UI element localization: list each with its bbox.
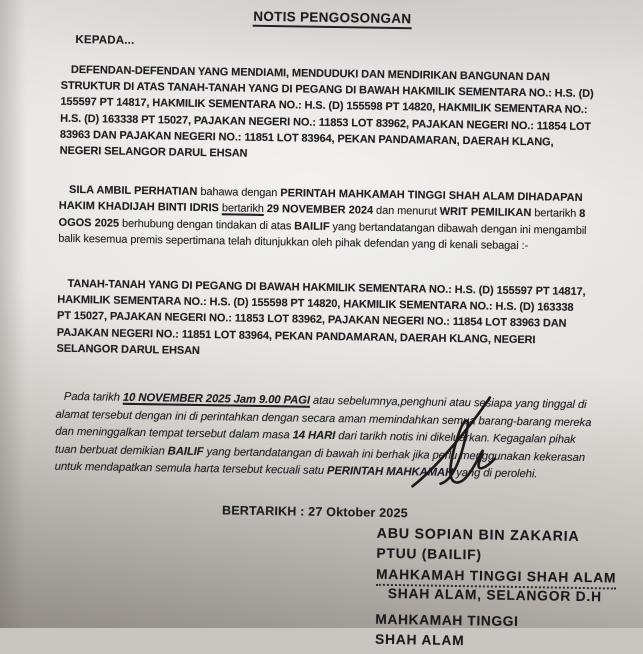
paragraph-lands bbox=[56, 276, 587, 365]
text-run: 29 NOVEMBER 2024 bbox=[266, 203, 374, 218]
paragraph-order bbox=[55, 389, 597, 485]
stamp-officer-name: ABU SOPIAN BIN ZAKARIA bbox=[376, 525, 580, 545]
text-run: WRIT PEMILIKAN bbox=[439, 206, 532, 220]
text-run: Pada tarikh bbox=[63, 390, 124, 404]
title-row bbox=[62, 5, 603, 32]
text-run: yang di perolehi. bbox=[452, 466, 538, 481]
text-run: TANAH-TANAH YANG DI PEGANG DI BAWAH HAKMILIK SEMENTARA NO.: H.S. (D) 155597 PT 14817, HAKMILIK SEMENTARA NO.: H.S. (D) 155598 PT 14820, HAKMILIK SEMENTARA NO.: H.S. (D) 163338 PT 15027, PAJAKAN NEGERI NO.: 11853 LOT 83962, PAJAKAN NEGERI NO.: 11854 LOT 83963 DAN PAJAKAN NEGERI NO.: 11851 LOT 83964, PEKAN PANDAMARAN, DAERAH KLANG, NEGERI SELANGOR DARUL EHSAN bbox=[56, 277, 586, 357]
text-run: bertarikh bbox=[531, 207, 580, 221]
stamp-court-line1: MAHKAMAH TINGGI SHAH ALAM bbox=[376, 564, 617, 589]
text-run: bahawa dengan bbox=[197, 186, 281, 200]
text-run: SILA AMBIL PERHATIAN bbox=[68, 184, 198, 199]
text-run: PERINTAH MAHKAMAH TINGGI SHAH ALAM DIHADAPAN HAKIM KHADIJAH BINTI IDRIS bbox=[58, 187, 583, 215]
text-run: BAILIF bbox=[167, 445, 204, 458]
text-run: dari tarikh notis ini dikeluarkan. Kegagalan pihak tuan berbuat demikian bbox=[54, 430, 576, 458]
text-run: PERINTAH MAHKAMAH bbox=[326, 465, 454, 479]
paragraph-defendants bbox=[60, 62, 596, 168]
text-run: bertarikh bbox=[221, 202, 264, 216]
text-run: 14 HARI bbox=[292, 429, 336, 443]
text-run: atau sebelumnya,penghuni atau sesiapa yang tinggal di alamat tersebut dengan ini di perintahkan dengan secara aman memindahkan semua barang-barang mereka dan meninggalkan tempat tersebut dalam masa bbox=[55, 394, 592, 442]
text-run: yang bertandatangan di bawah ini berhak jika perlu menggunakan kekerasan untuk mendapatkan semula harta tersebut kecuali satu bbox=[54, 445, 586, 478]
paragraphs-container bbox=[55, 62, 602, 485]
text-run: berhubung dengan tindakan di atas bbox=[119, 217, 295, 233]
text-run: 8 OGOS 2025 bbox=[58, 208, 586, 230]
text-run: BAILIF bbox=[294, 220, 330, 233]
bailiff-stamp bbox=[374, 523, 617, 653]
stamp-court-line2: SHAH ALAM, SELANGOR D.H bbox=[387, 585, 602, 605]
text-run: 10 NOVEMBER 2025 Jam 9.00 PAGI bbox=[122, 391, 311, 407]
paragraph-notice bbox=[58, 182, 600, 255]
text-run: yang bertandatangan dibawah dengan ini mengambil balik kesemua premis sepertimana telah ditunjukkan oleh pihak defendan yang di kenali sebagai :- bbox=[58, 220, 587, 252]
text-run: dan menurut bbox=[373, 205, 440, 219]
dated-line: BERTARIKH : 27 Oktober 2025 bbox=[221, 502, 408, 520]
page-title: NOTIS PENGOSONGAN bbox=[253, 9, 411, 29]
stamp-officer-role: PTUU (BAILIF) bbox=[376, 545, 482, 563]
eviction-notice-document bbox=[52, 2, 617, 654]
text-run: DEFENDAN-DEFENDAN YANG MENDIAMI, MENDUDUKI DAN MENDIRIKAN BANGUNAN DAN STRUKTUR DI ATAS TANAH-TANAH YANG DI PEGANG DI BAWAH HAKMILIK SEMENTARA NO.: H.S. (D) 155597 PT 14817, HAKMILIK SEMENTARA NO.: H.S. (D) 155598 PT 14820, HAKMILIK SEMENTARA NO.: H.S. (D) 163338 PT 15027, PAJAKAN NEGERI NO.: 11853 LOT 83962, PAJAKAN NEGERI NO.: 11854 LOT 83963 DAN PAJAKAN NEGERI NO.: 11851 LOT 83964, PEKAN PANDAMARAN, DAERAH KLANG, NEGERI SELANGOR DARUL EHSAN bbox=[59, 63, 594, 160]
salutation: KEPADA... bbox=[75, 33, 135, 47]
stamp-court-line3: MAHKAMAH TINGGI bbox=[375, 611, 519, 629]
stamp-court-line4: SHAH ALAM bbox=[374, 631, 465, 649]
